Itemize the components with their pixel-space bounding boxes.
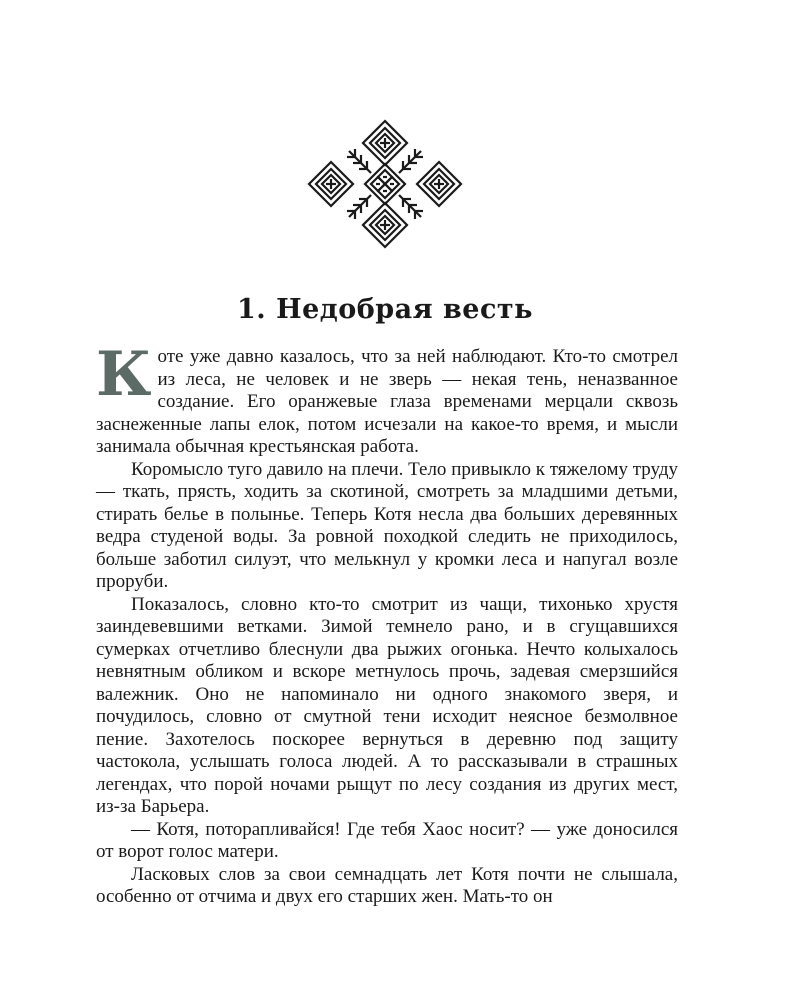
paragraph-3: Показалось, словно кто-то смотрит из чащи, тихонько хрустя заиндевевшими ветками. Зимой темнело рано, и в сгущавшихся сумерках отчетливо блеснули два рыжих огонька. Нечто колыхалось невнятным обликом и вскоре метнулось прочь, задевая смерзшийся валежник. Оно не напоминало ни одного знакомого зверя, и почудилось, словно от смутной тени исходит неясное безмолвное пение. Захотелось поскорее вернуться в деревню под защиту частокола, услышать голоса людей. А то рассказывали в страшных легендах, что порой ночами рыщут по лесу создания из других мест, из-за Барьера. bbox=[96, 593, 678, 817]
branch-top-right bbox=[399, 149, 423, 173]
paragraph-2: Коромысло туго давило на плечи. Тело привыкло к тяжелому труду — ткать, прясть, ходить за скотиной, смотреть за младшими детьми, стирать белье в полынье. Теперь Котя несла два больших деревянных ведра студеной воды. За ровной походкой следить не приходилось, больше заботил силуэт, что мелькнул у кромки леса и напугал возле проруби. bbox=[96, 458, 678, 592]
paragraph-5: Ласковых слов за свои семнадцать лет Котя почти не слышала, особенно от отчима и двух его старших жен. Мать-то он bbox=[96, 863, 678, 907]
drop-cap: К bbox=[96, 339, 152, 410]
paragraph-4: — Котя, поторапливайся! Где тебя Хаос носит? — уже доносился от ворот голос матери. bbox=[96, 818, 678, 862]
left-diamond-motif bbox=[309, 162, 353, 206]
bottom-diamond-motif bbox=[363, 203, 407, 247]
chapter-title: 1. Недобрая весть bbox=[237, 294, 533, 325]
branch-bottom-right bbox=[399, 195, 423, 219]
right-diamond-motif bbox=[417, 162, 461, 206]
paragraph-text: оте уже давно казалось, что за ней наблюдают. Кто-то смотрел из леса, не человек и не зверь — некая тень, неназванное создание. Его оранжевые глаза временами мерцали сквозь заснеженные лапы елок, потом исчезали на какое-то время, и мысли занимала обычная крестьянская работа. bbox=[96, 346, 678, 457]
branch-bottom-left bbox=[347, 195, 371, 219]
body-text bbox=[96, 339, 678, 909]
branch-top-left bbox=[347, 149, 371, 173]
top-diamond-motif bbox=[363, 121, 407, 165]
paragraph-1 bbox=[96, 339, 678, 459]
center-diamond-motif bbox=[365, 164, 405, 204]
folk-diamond-ornament-icon bbox=[305, 117, 465, 251]
